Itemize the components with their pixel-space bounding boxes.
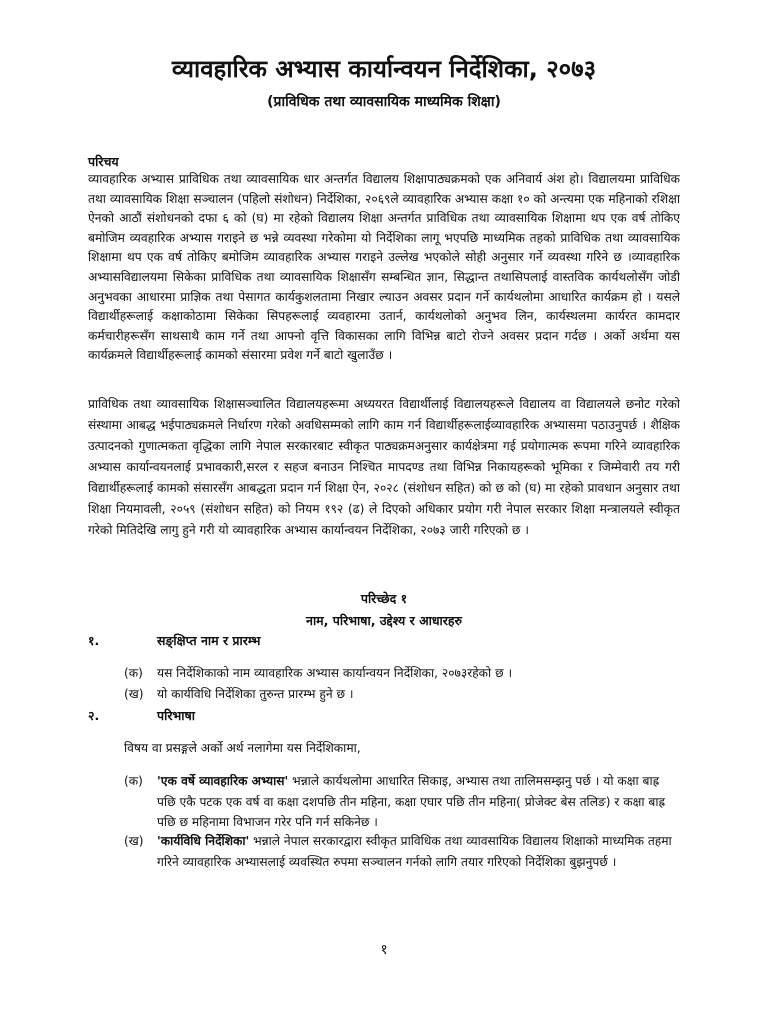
document-subtitle: (प्राविधिक तथा व्यावसायिक माध्यमिक शिक्षा)	[267, 94, 501, 110]
section-1-item-text: यस निर्देशिकाको नाम व्यावहारिक अभ्यास कार्यान्वयन निर्देशिका, २०७३रहेको छ ।	[157, 666, 513, 680]
definition-mark: (क)	[124, 774, 143, 788]
definition-item	[157, 771, 679, 833]
section-2-number: २.	[88, 708, 100, 723]
document-title: व्यावहारिक अभ्यास कार्यान्वयन निर्देशिका, २०७३	[171, 55, 597, 83]
section-1-item-mark: (क)	[124, 666, 143, 680]
definition-item	[157, 831, 679, 872]
intro-paragraph-2: प्राविधिक तथा व्यावसायिक शिक्षासञ्चालित विद्यालयहरूमा अध्ययरत विद्यार्थीलाई विद्यालयहरूले विद्यालय वा विद्यालयले छनोट गरेको संस्थामा आबद्ध भईपाठ्यक्रमले निर्धारण गरेको अवधिसम्मको लागि काम गर्न विद्यार्थीहरूलाईव्यावहारिक अभ्यासमा पठाउनुपर्छ । शैक्षिक उत्पादनको गुणात्मकता वृद्धिका लागि नेपाल सरकारबाट स्वीकृत पाठ्यक्रमअनुसार कार्यक्षेत्रमा गई प्रयोगात्मक रूपमा गरिने व्यावहारिक अभ्यास कार्यान्वयनलाई प्रभावकारी,सरल र सहज बनाउन निश्चित मापदण्ड तथा विभिन्न निकायहरूको भूमिका र जिम्मेवारी तय गरी विद्यार्थीहरूलाई कामको संसारसँग आबद्धता प्रदान गर्न शिक्षा ऐन, २०२८ (संशोधन सहित) को छ को (घ) मा रहेको प्रावधान अनुसार तथा शिक्षा नियमावली, २०५९ (संशोधन सहित) को नियम १९२ (ढ) ले दिएको अधिकार प्रयोग गरी नेपाल सरकार शिक्षा मन्त्रालयले स्वीकृत गरेको मितिदेखि लागु हुने गरी यो व्यावहारिक अभ्यास कार्यान्वयन निर्देशिका, २०७३ जारी गरिएको छ ।	[88, 397, 680, 537]
definition-term: 'एक वर्षे व्यावहारिक अभ्यास'	[157, 774, 289, 788]
intro-heading: परिचय	[88, 154, 119, 169]
definition-mark: (ख)	[124, 834, 144, 848]
definition-text: भन्नाले कार्यथलोमा आधारित सिकाइ, अभ्यास तथा तालिमसम्झनु पर्छ । यो कक्षा बाह्र पछि एकै पटक एक वर्ष वा कक्षा दशपछि तीन महिना, कक्षा एघार पछि तीन महिना( प्रोजेक्ट बेस तलिङ) र कक्षा बाह्र पछि छ महिनामा विभाजन गरेर पनि गर्न सकिनेछ ।	[157, 774, 665, 829]
section-2-title: परिभाषा	[157, 708, 195, 723]
definition-term: 'कार्यविधि निर्देशिका'	[157, 834, 250, 848]
page-number: १	[380, 942, 388, 958]
intro-paragraph-1: व्यावहारिक अभ्यास प्राविधिक तथा व्यावसायिक धार अन्तर्गत विद्यालय शिक्षापाठ्यक्रमको एक अनिवार्य अंश हो। विद्यालयमा प्राविधिक तथा व्यावसायिक शिक्षा सञ्चालन (पहिलो संशोधन) निर्देशिका, २०६९ले व्यावहारिक अभ्यास कक्षा १० को अन्त्यमा एक महिनाको रशिक्षा ऐनको आठौं संशोधनको दफा ६ को (घ) मा रहेको विद्यालय शिक्षा अन्तर्गत प्राविधिक तथा व्यावसायिक शिक्षामा थप एक वर्ष तोकिए बमोजिम व्यवहारिक अभ्यास गराइने छ भन्ने व्यवस्था गरेकोमा यो निर्देशिका लागू भएपछि माध्यमिक तहको प्राविधिक तथा व्यावसायिक शिक्षामा थप एक वर्ष तोकिए बमोजिम व्यावहारिक अभ्यास गराइने उल्लेख भएकोले सोही अनुसार गर्ने व्यवस्था गरिने छ ।व्यावहारिक अभ्यासविद्यालयमा सिकेका प्राविधिक तथा व्यावसायिक शिक्षासँग सम्बन्धित ज्ञान, सिद्धान्त तथासिपलाई वास्तविक कार्यथलोसँग जोडी अनुभवका आधारमा प्राज्ञिक तथा पेसागत कार्यकुशलतामा निखार ल्याउन अवसर प्रदान गर्ने कार्यथलोमा आधारित कार्यक्रम हो । यसले विद्यार्थीहरूलाई कक्षाकोठामा सिकेका सिपहरूलाई व्यवहारमा उतार्न, कार्यथलोको अनुभव लिन, कार्यस्थलमा कार्यरत कामदार कर्मचारीहरूसँग साथसाथै काम गर्ने तथा आफ्नो वृत्ति विकासका लागि विभिन्न बाटो रोज्ने अवसर प्रदान गर्दछ । अर्को अर्थमा यस कार्यक्रमले विद्यार्थीहरूलाई कामको संसारमा प्रवेश गर्ने बाटो खुलाउँछ ।	[88, 172, 680, 363]
section-1-item-text: यो कार्यविधि निर्देशिका तुरुन्त प्रारम्भ हुने छ ।	[157, 687, 354, 701]
section-1-item-mark: (ख)	[124, 687, 144, 701]
chapter-title: नाम, परिभाषा, उद्देश्य र आधारहरु	[306, 613, 462, 628]
section-2-intro: विषय वा प्रसङ्गले अर्को अर्थ नलागेमा यस निर्देशिकामा,	[124, 741, 361, 755]
chapter-number: परिच्छेद १	[360, 591, 408, 606]
section-1-title: सङ्क्षिप्त नाम र प्रारम्भ	[157, 633, 261, 648]
section-1-number: १.	[88, 633, 100, 648]
definition-text: भन्नाले नेपाल सरकारद्वारा स्वीकृत प्राविधिक तथा व्यावसायिक विद्यालय शिक्षाको माध्यमिक तहमा गरिने व्यावहारिक अभ्यासलाई व्यवस्थित रुपमा सञ्चालन गर्नको लागि तयार गरिएको निर्देशिका बुझनुपर्छ ।	[157, 834, 672, 869]
